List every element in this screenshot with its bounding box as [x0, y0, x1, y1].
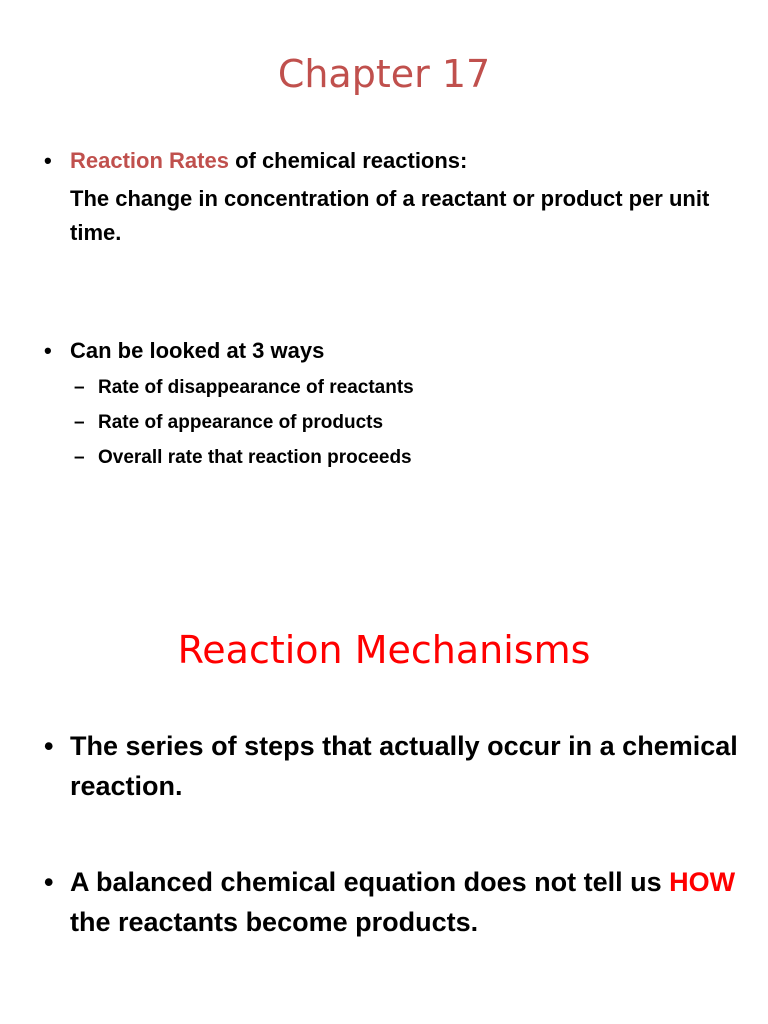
dash-icon: –	[74, 447, 85, 468]
bullet-series-of-steps	[44, 726, 744, 806]
bullet-icon: •	[44, 867, 54, 897]
chapter-title: Chapter 17	[277, 52, 491, 96]
dash-icon: –	[74, 377, 85, 398]
sub-list	[44, 370, 744, 475]
sub-item	[44, 405, 744, 440]
bullet-row	[44, 862, 744, 942]
bullet-icon: •	[44, 338, 52, 363]
bullet-icon: •	[44, 148, 52, 173]
dash-icon: –	[74, 412, 85, 433]
highlight-term: Reaction Rates	[70, 148, 229, 173]
sub-item-text: Rate of appearance of products	[98, 412, 384, 433]
mechanisms-title: Reaction Mechanisms	[177, 628, 591, 672]
bullet-reaction-rates	[44, 144, 744, 250]
bullet-three-ways	[44, 336, 744, 475]
bullet-row	[44, 726, 744, 806]
bullet-text-after: the reactants become products.	[70, 907, 479, 937]
bullet-icon: •	[44, 731, 54, 761]
bullet-row	[44, 144, 744, 178]
sub-item	[44, 370, 744, 405]
bullet-text: The series of steps that actually occur in a chemical reaction.	[70, 731, 738, 801]
bullet-row	[44, 336, 744, 366]
bullet-text: of chemical reactions:	[228, 148, 468, 173]
bullet-text: Can be looked at 3 ways	[70, 338, 325, 363]
bullet-continuation: The change in concentration of a reactant or product per unit time.	[70, 186, 710, 245]
highlight-how: HOW	[669, 867, 736, 897]
bullet-balanced-equation	[44, 862, 744, 942]
bullet-text-before: A balanced chemical equation does not tell us	[70, 867, 670, 897]
sub-item-text: Overall rate that reaction proceeds	[98, 447, 412, 468]
sub-item	[44, 440, 744, 475]
sub-item-text: Rate of disappearance of reactants	[98, 377, 414, 398]
